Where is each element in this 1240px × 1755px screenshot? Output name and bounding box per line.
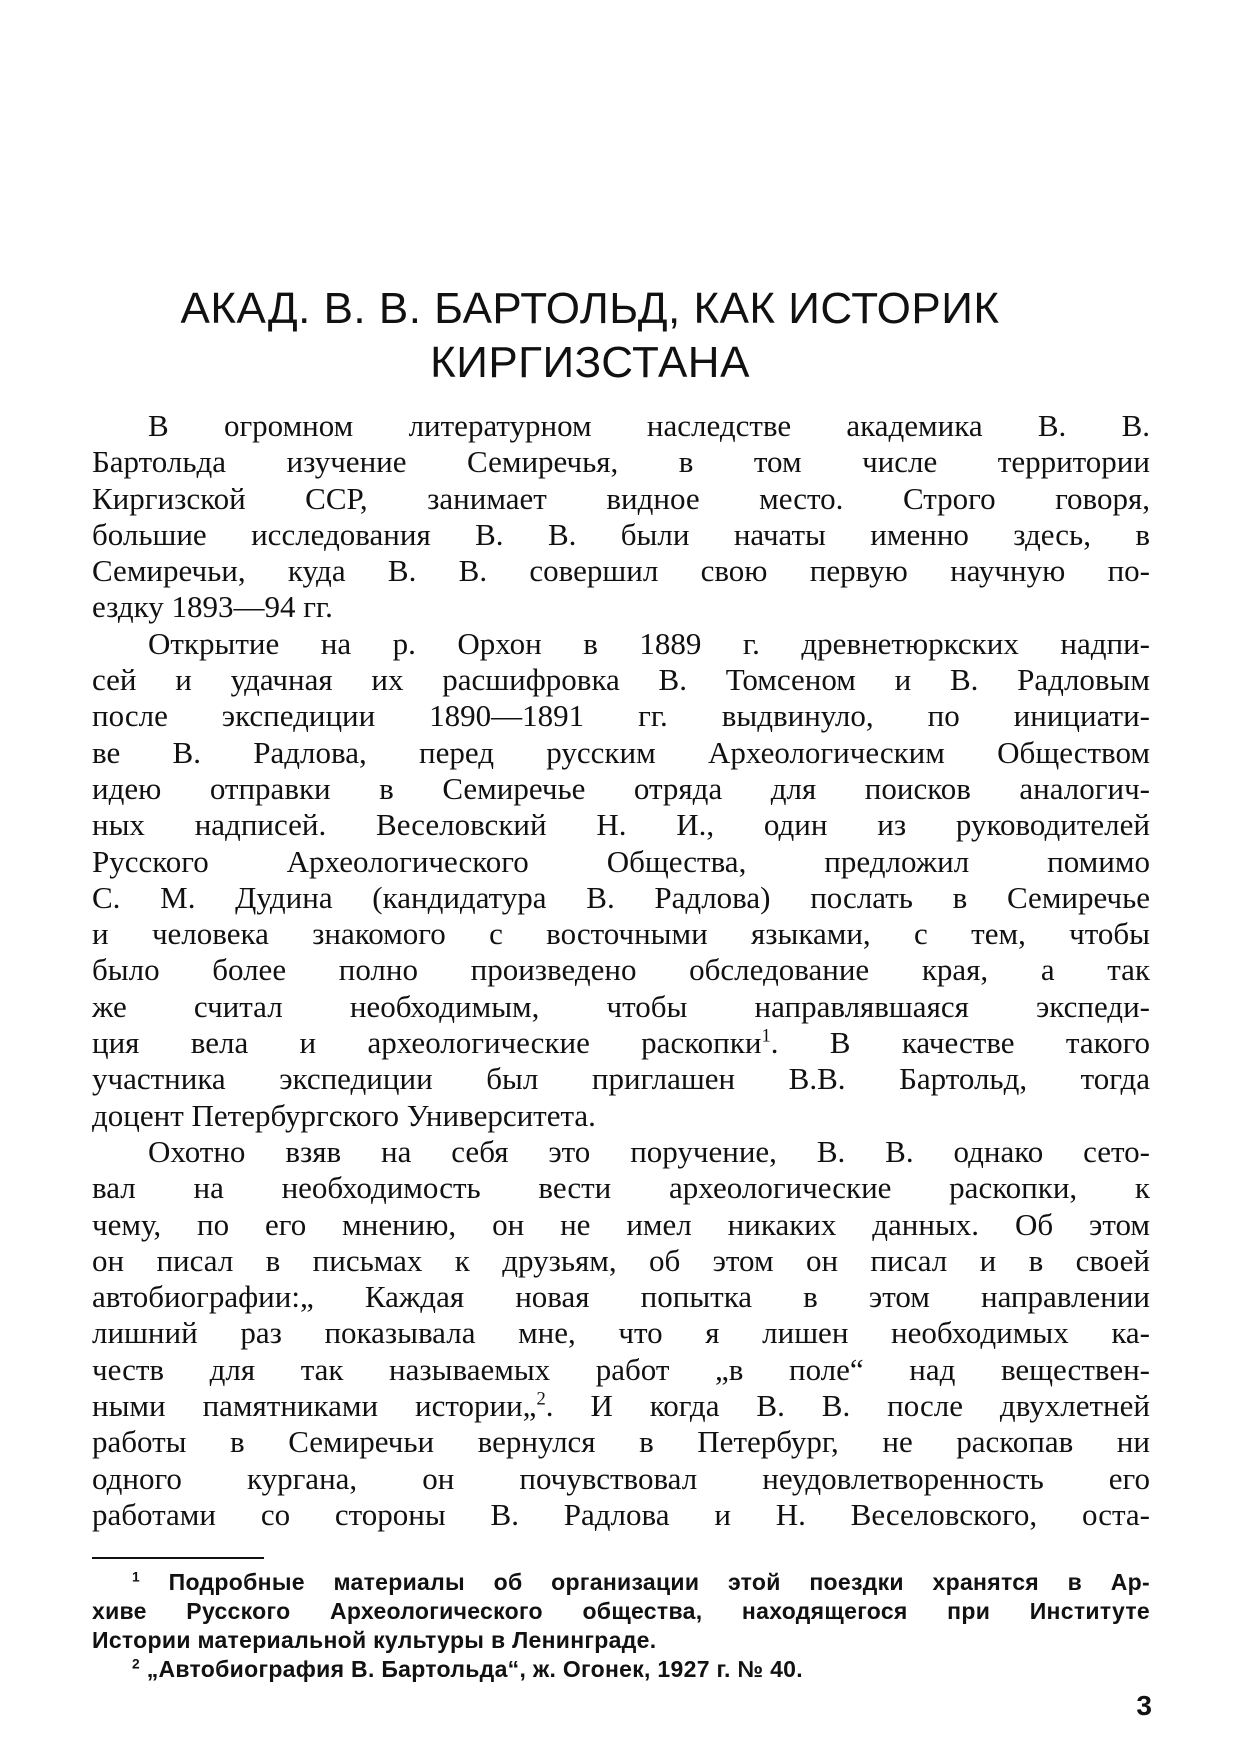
text-line: вал на необходимость вести археологические раскопки, к — [92, 1170, 1150, 1206]
footnote-line: хиве Русского Археологического общества, находящегося при Институте — [92, 1598, 1150, 1624]
footnote-line: Истории материальной культуры в Ленинграде. — [92, 1627, 657, 1653]
text-line: Киргизской ССР, занимает видное место. Строго говоря, — [92, 480, 1150, 516]
text-line: Охотно взяв на себя это поручение, В. В. однако сето- — [148, 1133, 1150, 1169]
text-line: честв для так называемых работ „в поле“ над веществен- — [92, 1351, 1150, 1387]
text-line: большие исследования В. В. были начаты именно здесь, в — [92, 516, 1150, 552]
text-line: В огромном литературном наследстве академика В. В. — [148, 408, 1150, 443]
footnotes — [92, 1568, 1150, 1684]
text-line: же считал необходимым, чтобы направлявшаяся экспеди- — [92, 988, 1150, 1024]
text-line: доцент Петербургского Университета. — [92, 1097, 596, 1133]
text-line: было более полно произведено обследование края, а так — [92, 952, 1150, 988]
footnote-text: Подробные материалы об организации этой поездки хранятся в Ар- — [168, 1569, 1150, 1595]
text-fragment: . И когда В. В. после двухлетней — [545, 1388, 1150, 1424]
footnote-1 — [92, 1568, 1150, 1655]
footnote-text: „Автобиография В. Бартольда“, ж. Огонек, 1927 г. № 40. — [146, 1656, 803, 1682]
text-line: лишний раз показывала мне, что я лишен необходимых ка- — [92, 1315, 1150, 1351]
text-line: работы в Семиречьи вернулся в Петербург, не раскопав ни — [92, 1424, 1150, 1460]
text-line: Бартольда изучение Семиречья, в том числе территории — [92, 444, 1150, 480]
text-line: С. М. Дудина (кандидатура В. Радлова) послать в Семиречье — [92, 879, 1150, 915]
article-title-line-2: КИРГИЗСТАНА — [430, 338, 750, 387]
article-title-line-1: АКАД. В. В. БАРТОЛЬД, КАК ИСТОРИК — [180, 284, 1000, 333]
article-title — [140, 282, 1040, 390]
footnote-marker: 2 — [536, 1388, 546, 1410]
text-line: Открытие на р. Орхон в 1889 г. древнетюркских надпи- — [148, 625, 1150, 661]
page-number: 3 — [1136, 1690, 1152, 1721]
text-line: автобиографии:„ Каждая новая попытка в этом направлении — [92, 1279, 1150, 1315]
text-line: идею отправки в Семиречье отряда для поисков аналогич- — [92, 770, 1150, 806]
article-body — [92, 408, 1150, 1533]
paragraph-3 — [92, 1134, 1150, 1533]
text-line: он писал в письмах к друзьям, об этом он писал и в своей — [92, 1242, 1150, 1278]
footnote-number: 2 — [132, 1656, 140, 1672]
text-line: работами со стороны В. Радлова и Н. Веселовского, оста- — [92, 1496, 1150, 1532]
text-line: после экспедиции 1890—1891 гг. выдвинуло, по инициати- — [92, 698, 1150, 734]
text-line: ве В. Радлова, перед русским Археологическим Обществом — [92, 734, 1150, 770]
text-fragment: . В качестве такого — [770, 1025, 1151, 1061]
text-line: и человека знакомого с восточными языками, с тем, чтобы — [92, 916, 1150, 952]
text-fragment: ными памятниками истории„ — [92, 1388, 537, 1424]
text-line: ездку 1893—94 гг. — [92, 589, 333, 625]
text-line: чему, по его мнению, он не имел никаких данных. Об этом — [92, 1206, 1150, 1242]
footnote-marker: 1 — [761, 1025, 771, 1047]
text-line: участника экспедиции был приглашен В.В. Бартольд, тогда — [92, 1061, 1150, 1097]
footnote-number: 1 — [132, 1569, 140, 1585]
paragraph-1 — [92, 408, 1150, 626]
text-line-with-footnote — [92, 1025, 1150, 1061]
paragraph-2 — [92, 626, 1150, 1134]
text-fragment: ция вела и археологические раскопки — [92, 1025, 762, 1061]
footnote-separator — [92, 1557, 264, 1559]
text-line: одного кургана, он почувствовал неудовлетворенность его — [92, 1460, 1150, 1496]
text-line: сей и удачная их расшифровка В. Томсеном и В. Радловым — [92, 662, 1150, 698]
text-line: ных надписей. Веселовский Н. И., один из руководителей — [92, 807, 1150, 843]
text-line: Семиречьи, куда В. В. совершил свою первую научную по- — [92, 553, 1150, 589]
footnote-line — [92, 1568, 1150, 1597]
text-line: Русского Археологического Общества, предложил помимо — [92, 843, 1150, 879]
footnote-2 — [92, 1655, 1150, 1684]
text-line-with-footnote — [92, 1388, 1150, 1424]
footnote-line — [92, 1655, 1150, 1684]
